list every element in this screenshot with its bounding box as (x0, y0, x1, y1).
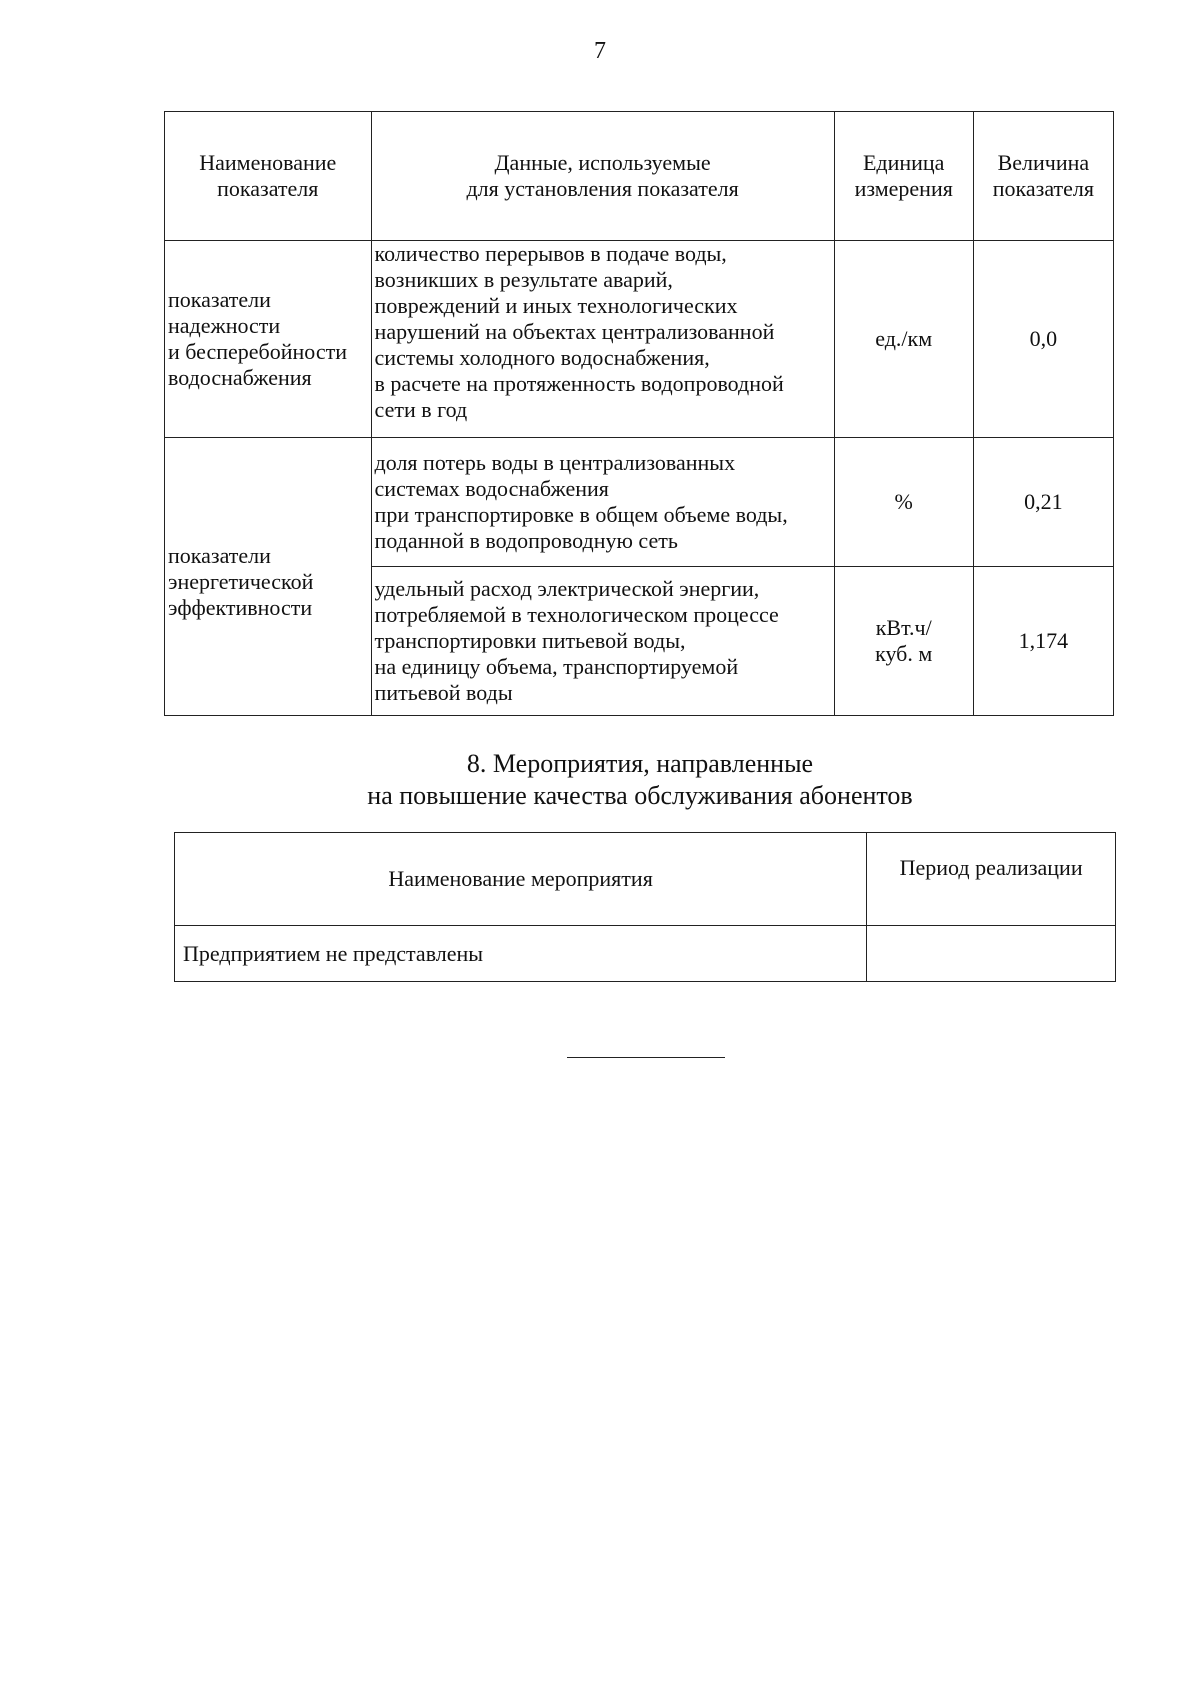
table-row (175, 926, 1116, 982)
table-row (165, 241, 1114, 438)
header-indicator-data: Данные, используемые для установления показателя (371, 112, 834, 241)
measures-table (174, 832, 1116, 982)
row-value: 0,21 (973, 438, 1113, 567)
group-name-reliability: показатели надежности и бесперебойности водоснабжения (165, 241, 372, 438)
event-name: Предприятием не представлены (175, 926, 867, 982)
header-unit: Единица измерения (834, 112, 973, 241)
row-value: 0,0 (973, 241, 1113, 438)
indicators-table-header (165, 112, 1114, 241)
row-unit: кВт.ч/ куб. м (834, 567, 973, 716)
end-divider (567, 1057, 725, 1058)
header-event-name: Наименование мероприятия (175, 833, 867, 926)
page-number: 7 (594, 38, 606, 64)
section-8-heading: 8. Мероприятия, направленные на повышение качества обслуживания абонентов (367, 749, 913, 810)
indicators-table (164, 111, 1114, 716)
event-period (867, 926, 1116, 982)
row-data-description: удельный расход электрической энергии, потребляемой в технологическом процессе транспортировки питьевой воды, на единицу объема, транспортируемой питьевой воды (371, 567, 834, 716)
row-data-description: доля потерь воды в централизованных системах водоснабжения при транспортировке в общем объеме воды, поданной в водопроводную сеть (371, 438, 834, 567)
row-data-description: количество перерывов в подаче воды, возникших в результате аварий, повреждений и иных технологических нарушений на объектах централизованной системы холодного водоснабжения, в расчете на протяженность водопроводной сети в год (371, 241, 834, 438)
row-unit: ед./км (834, 241, 973, 438)
header-period: Период реализации (867, 833, 1116, 926)
row-unit: % (834, 438, 973, 567)
row-value: 1,174 (973, 567, 1113, 716)
measures-table-header (175, 833, 1116, 926)
header-value: Величина показателя (973, 112, 1113, 241)
header-indicator-name: Наименование показателя (165, 112, 372, 241)
table-row (165, 438, 1114, 567)
group-name-energy: показатели энергетической эффективности (165, 438, 372, 716)
